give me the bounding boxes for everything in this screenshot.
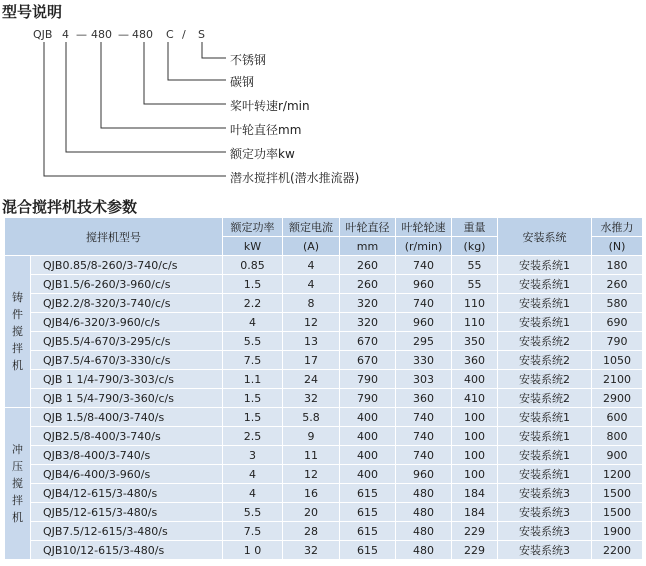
cell-weight: 110: [452, 294, 498, 313]
spec-table: [4, 217, 643, 560]
cell-power: 1.5: [223, 275, 283, 294]
header-current: 额定电流: [283, 218, 340, 237]
code-diameter: 480: [91, 28, 112, 41]
header-power-unit: kW: [223, 237, 283, 256]
cell-diameter: 260: [340, 256, 396, 275]
cell-weight: 100: [452, 408, 498, 427]
cell-weight: 100: [452, 446, 498, 465]
cell-install: 安装系统3: [498, 522, 592, 541]
header-model: 搅拌机型号: [5, 218, 223, 256]
cell-power: 7.5: [223, 351, 283, 370]
cell-current: 12: [283, 313, 340, 332]
cell-diameter: 260: [340, 275, 396, 294]
cell-install: 安装系统2: [498, 351, 592, 370]
code-speed: 480: [132, 28, 153, 41]
cell-diameter: 615: [340, 484, 396, 503]
cell-speed: 480: [396, 503, 452, 522]
cell-diameter: 670: [340, 332, 396, 351]
header-weight: 重量: [452, 218, 498, 237]
cell-thrust: 1500: [592, 484, 643, 503]
cell-current: 13: [283, 332, 340, 351]
cell-install: 安装系统2: [498, 332, 592, 351]
code-dash-2: —: [118, 28, 129, 41]
cell-model: QJB5/12-615/3-480/s: [31, 503, 223, 522]
code-dash-1: —: [76, 28, 87, 41]
cell-power: 1.1: [223, 370, 283, 389]
cell-thrust: 580: [592, 294, 643, 313]
table-row: [5, 446, 643, 465]
table-row: [5, 275, 643, 294]
cell-model: QJB10/12-615/3-480/s: [31, 541, 223, 560]
cell-diameter: 320: [340, 294, 396, 313]
cell-current: 9: [283, 427, 340, 446]
cell-diameter: 400: [340, 446, 396, 465]
cell-model: QJB 1 5/4-790/3-360/c/s: [31, 389, 223, 408]
desc-power: 额定功率kw: [230, 147, 295, 161]
desc-diameter: 叶轮直径mm: [230, 123, 302, 137]
cell-install: 安装系统3: [498, 541, 592, 560]
header-speed: 叶轮轮速: [396, 218, 452, 237]
cell-weight: 55: [452, 256, 498, 275]
header-current-unit: (A): [283, 237, 340, 256]
cell-thrust: 1050: [592, 351, 643, 370]
cell-model: QJB0.85/8-260/3-740/c/s: [31, 256, 223, 275]
cell-speed: 480: [396, 484, 452, 503]
cell-diameter: 615: [340, 541, 396, 560]
cell-model: QJB7.5/4-670/3-330/c/s: [31, 351, 223, 370]
table-row: [5, 370, 643, 389]
cell-weight: 184: [452, 503, 498, 522]
cell-power: 5.5: [223, 332, 283, 351]
cell-speed: 740: [396, 294, 452, 313]
cell-current: 8: [283, 294, 340, 313]
cell-model: QJB2.5/8-400/3-740/s: [31, 427, 223, 446]
cell-weight: 229: [452, 522, 498, 541]
header-install: 安装系统: [498, 218, 592, 256]
cell-speed: 295: [396, 332, 452, 351]
table-row: [5, 465, 643, 484]
group-label: [5, 408, 31, 560]
table-row: [5, 522, 643, 541]
cell-diameter: 615: [340, 503, 396, 522]
cell-current: 11: [283, 446, 340, 465]
header-diameter-unit: mm: [340, 237, 396, 256]
cell-power: 2.2: [223, 294, 283, 313]
group-label-text: 冲压搅拌机: [12, 443, 23, 524]
cell-speed: 960: [396, 275, 452, 294]
cell-speed: 740: [396, 408, 452, 427]
header-speed-unit: (r/min): [396, 237, 452, 256]
cell-thrust: 2100: [592, 370, 643, 389]
header-thrust: 水推力: [592, 218, 643, 237]
cell-thrust: 260: [592, 275, 643, 294]
cell-install: 安装系统1: [498, 408, 592, 427]
cell-model: QJB7.5/12-615/3-480/s: [31, 522, 223, 541]
cell-weight: 229: [452, 541, 498, 560]
cell-install: 安装系统3: [498, 503, 592, 522]
desc-stainless: 不锈钢: [230, 53, 267, 67]
cell-weight: 100: [452, 427, 498, 446]
cell-power: 4: [223, 484, 283, 503]
cell-install: 安装系统1: [498, 313, 592, 332]
header-thrust-unit: (N): [592, 237, 643, 256]
code-series: QJB: [33, 28, 53, 41]
cell-thrust: 690: [592, 313, 643, 332]
table-row: [5, 427, 643, 446]
cell-diameter: 400: [340, 465, 396, 484]
cell-current: 5.8: [283, 408, 340, 427]
cell-diameter: 615: [340, 522, 396, 541]
cell-model: QJB4/6-400/3-960/s: [31, 465, 223, 484]
cell-model: QJB1.5/6-260/3-960/c/s: [31, 275, 223, 294]
code-separator: /: [182, 28, 186, 41]
cell-current: 4: [283, 256, 340, 275]
table-row: [5, 408, 643, 427]
cell-model: QJB5.5/4-670/3-295/c/s: [31, 332, 223, 351]
cell-model: QJB4/12-615/3-480/s: [31, 484, 223, 503]
cell-speed: 740: [396, 446, 452, 465]
cell-model: QJB4/6-320/3-960/c/s: [31, 313, 223, 332]
header-power: 额定功率: [223, 218, 283, 237]
cell-weight: 400: [452, 370, 498, 389]
cell-current: 28: [283, 522, 340, 541]
cell-weight: 184: [452, 484, 498, 503]
cell-diameter: 320: [340, 313, 396, 332]
table-row: [5, 484, 643, 503]
cell-diameter: 670: [340, 351, 396, 370]
cell-model: QJB2.2/8-320/3-740/c/s: [31, 294, 223, 313]
cell-install: 安装系统2: [498, 389, 592, 408]
cell-install: 安装系统1: [498, 256, 592, 275]
cell-diameter: 790: [340, 389, 396, 408]
cell-speed: 960: [396, 465, 452, 484]
cell-speed: 303: [396, 370, 452, 389]
cell-current: 12: [283, 465, 340, 484]
table-row: [5, 313, 643, 332]
group-label-text: 铸件搅拌机: [12, 291, 23, 372]
cell-power: 1 0: [223, 541, 283, 560]
cell-thrust: 180: [592, 256, 643, 275]
header-diameter: 叶轮直径: [340, 218, 396, 237]
table-row: [5, 256, 643, 275]
cell-diameter: 400: [340, 427, 396, 446]
code-carbon: C: [166, 28, 174, 41]
cell-speed: 330: [396, 351, 452, 370]
cell-model: QJB3/8-400/3-740/s: [31, 446, 223, 465]
cell-weight: 350: [452, 332, 498, 351]
cell-weight: 110: [452, 313, 498, 332]
desc-mixer: 潜水搅拌机(潜水推流器): [230, 171, 360, 185]
desc-speed: 桨叶转速r/min: [230, 99, 310, 113]
cell-thrust: 1900: [592, 522, 643, 541]
section-title-model-explanation: 型号说明: [2, 3, 63, 21]
table-row: [5, 332, 643, 351]
desc-carbon: 碳钢: [230, 75, 255, 89]
cell-thrust: 900: [592, 446, 643, 465]
cell-thrust: 600: [592, 408, 643, 427]
cell-install: 安装系统2: [498, 370, 592, 389]
table-row: [5, 541, 643, 560]
code-power: 4: [62, 28, 69, 41]
cell-diameter: 790: [340, 370, 396, 389]
cell-thrust: 800: [592, 427, 643, 446]
cell-power: 5.5: [223, 503, 283, 522]
cell-power: 4: [223, 465, 283, 484]
cell-current: 17: [283, 351, 340, 370]
cell-current: 16: [283, 484, 340, 503]
section-title-spec: 混合搅拌机技术参数: [2, 198, 138, 216]
cell-install: 安装系统1: [498, 275, 592, 294]
cell-model: QJB 1.5/8-400/3-740/s: [31, 408, 223, 427]
cell-speed: 960: [396, 313, 452, 332]
cell-power: 1.5: [223, 408, 283, 427]
table-row: [5, 351, 643, 370]
cell-current: 24: [283, 370, 340, 389]
table-row: [5, 389, 643, 408]
cell-power: 4: [223, 313, 283, 332]
cell-power: 3: [223, 446, 283, 465]
cell-power: 2.5: [223, 427, 283, 446]
cell-speed: 740: [396, 427, 452, 446]
cell-current: 4: [283, 275, 340, 294]
cell-power: 0.85: [223, 256, 283, 275]
table-row: [5, 294, 643, 313]
header-weight-unit: (kg): [452, 237, 498, 256]
cell-thrust: 790: [592, 332, 643, 351]
cell-speed: 360: [396, 389, 452, 408]
table-header-row-1: [5, 218, 643, 237]
cell-install: 安装系统1: [498, 294, 592, 313]
table-row: [5, 503, 643, 522]
cell-model: QJB 1 1/4-790/3-303/c/s: [31, 370, 223, 389]
cell-thrust: 1500: [592, 503, 643, 522]
code-stainless: S: [198, 28, 205, 41]
cell-install: 安装系统1: [498, 465, 592, 484]
cell-power: 1.5: [223, 389, 283, 408]
cell-speed: 480: [396, 522, 452, 541]
cell-thrust: 2200: [592, 541, 643, 560]
cell-install: 安装系统1: [498, 427, 592, 446]
cell-install: 安装系统1: [498, 446, 592, 465]
cell-weight: 410: [452, 389, 498, 408]
cell-current: 32: [283, 541, 340, 560]
cell-diameter: 400: [340, 408, 396, 427]
cell-weight: 100: [452, 465, 498, 484]
cell-weight: 360: [452, 351, 498, 370]
group-label: [5, 256, 31, 408]
cell-thrust: 1200: [592, 465, 643, 484]
cell-current: 32: [283, 389, 340, 408]
cell-current: 20: [283, 503, 340, 522]
cell-install: 安装系统3: [498, 484, 592, 503]
cell-power: 7.5: [223, 522, 283, 541]
cell-weight: 55: [452, 275, 498, 294]
cell-speed: 480: [396, 541, 452, 560]
cell-speed: 740: [396, 256, 452, 275]
cell-thrust: 2900: [592, 389, 643, 408]
